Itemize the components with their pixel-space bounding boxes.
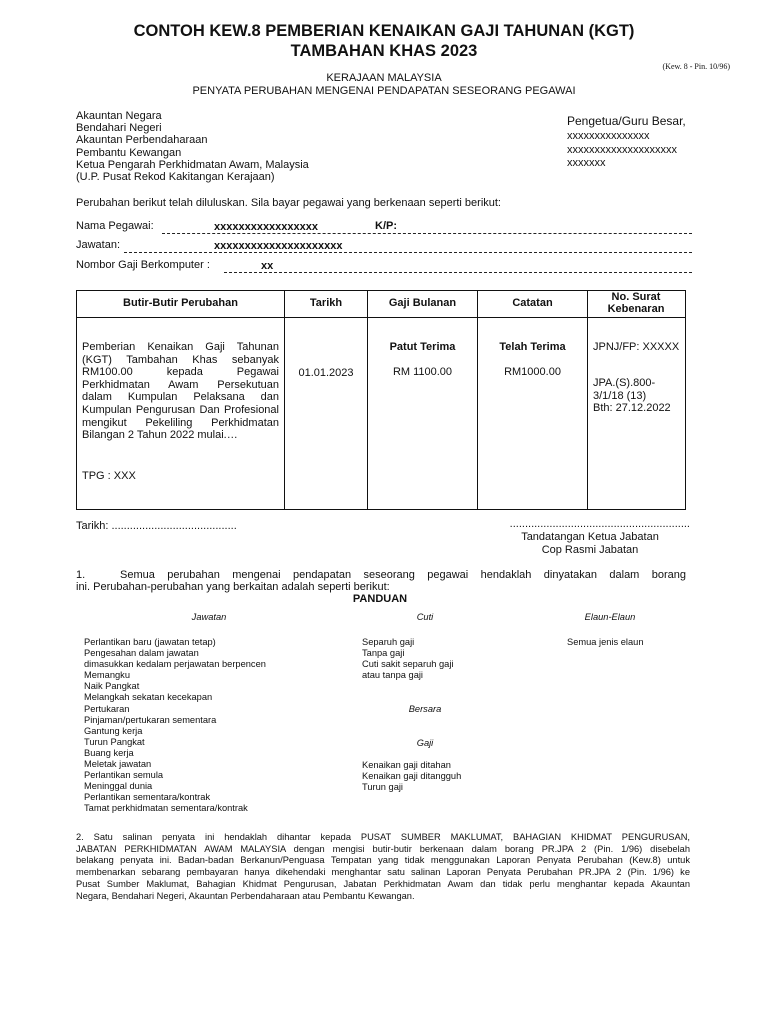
jawatan-underline (124, 252, 692, 253)
jawatan-item: Memangku (84, 670, 130, 681)
tarikh-value: 01.01.2023 (298, 367, 354, 379)
panduan-elaun-item: Semua jenis elaun (567, 637, 644, 647)
sender-address (567, 130, 677, 171)
table-col-divider (367, 290, 368, 509)
header-kebenaran-line: Kebenaran (607, 303, 665, 315)
recipient-list (76, 110, 309, 183)
surat-ref-line: Bth: 27.12.2022 (593, 402, 671, 415)
gaji-value[interactable]: xx (261, 260, 274, 272)
jawatan-item: Pinjaman/pertukaran sementara (84, 714, 217, 725)
note1-line2: ini. Perubahan-perubahan yang berkaitan adalah seperti berikut: (76, 581, 390, 593)
note2-line: belakang penyata ini. Badan-badan Berkanun/Penguasa Tempatan yang tidak menggunakan Laporan Penyata Perubahan (Kew.8) untuk (76, 855, 690, 866)
cuti-item: Cuti sakit separuh gaji (362, 659, 454, 670)
sender-title: Pengetua/Guru Besar, (567, 114, 686, 128)
cuti-item: Tanpa gaji (362, 648, 405, 659)
note2-paragraph (76, 832, 690, 902)
panduan-cuti-list (362, 637, 453, 681)
table-col-divider (587, 290, 588, 509)
note2-line: Negara, Bendahari Negeri, Akauntan Perbendaharaan atau Pembantu Kewangan. (76, 890, 415, 901)
gov-name: KERAJAAN MALAYSIA (326, 72, 442, 84)
nama-value[interactable]: xxxxxxxxxxxxxxxxx (214, 221, 319, 233)
panduan-bersara: Bersara (408, 704, 442, 714)
header-no-surat (588, 291, 684, 315)
surat-ref-line: 3/1/18 (13) (593, 389, 647, 402)
jawatan-item: Naik Pangkat (84, 681, 140, 692)
jawatan-value[interactable]: xxxxxxxxxxxxxxxxxxxxx (214, 240, 343, 252)
header-no-surat-line: No. Surat (611, 291, 661, 303)
table-col-divider (284, 290, 285, 509)
recipient-item: (U.P. Pusat Rekod Kakitangan Kerajaan) (76, 171, 275, 184)
panduan-title: PANDUAN (352, 593, 408, 605)
cuti-item: Separuh gaji (362, 637, 415, 647)
note1-number: 1. (76, 569, 86, 581)
note1-line1: Semua perubahan mengenai pendapatan seseorang pegawai hendaklah dinyatakan dalam borang (120, 569, 686, 581)
sender-line: xxxxxxxxxxxxxxx (567, 130, 650, 142)
patut-terima-value: RM 1100.00 (392, 366, 453, 378)
recipient-item: Akauntan Negara (76, 110, 162, 122)
form-subtitle: PENYATA PERUBAHAN MENGENAI PENDAPATAN SESEORANG PEGAWAI (192, 85, 576, 97)
header-tarikh: Tarikh (309, 297, 343, 309)
jawatan-item: Buang kerja (84, 747, 134, 758)
header-catatan: Catatan (512, 297, 553, 309)
sign-title: Tandatangan Ketua Jabatan (521, 531, 659, 543)
doc-title-line1: CONTOH KEW.8 PEMBERIAN KENAIKAN GAJI TAHUNAN (KGT) (133, 22, 635, 40)
jawatan-item: Pengesahan dalam jawatan (84, 648, 199, 659)
nama-label: Nama Pegawai: (76, 220, 154, 232)
jawatan-item: Pertukaran (84, 703, 130, 714)
surat-ref-1: JPNJ/FP: XXXXX (593, 341, 680, 353)
telah-terima-value: RM1000.00 (504, 366, 561, 378)
jawatan-item: Melangkah sekatan kecekapan (84, 692, 213, 703)
gaji-underline (224, 272, 692, 273)
panduan-col-jawatan: Jawatan (191, 612, 227, 622)
jawatan-item: Perlantikan baru (jawatan tetap) (84, 637, 216, 647)
panduan-gaji-list (362, 760, 461, 793)
gaji-label: Nombor Gaji Berkomputer : (76, 259, 210, 271)
panduan-col-elaun: Elaun-Elaun (584, 612, 636, 622)
jawatan-item: Perlantikan sementara/kontrak (84, 792, 211, 803)
jawatan-item: Tamat perkhidmatan sementara/kontrak (84, 803, 248, 814)
note2-line: Pusat Sumber Maklumat, Bahagian Khidmat Pengurusan, Jabatan Perkhidmatan Awam dan tidak perlu menghantar kepada Akauntan (76, 878, 690, 889)
tarikh-sign: Tarikh: ......................................... (76, 520, 237, 532)
patut-terima-label: Patut Terima (389, 341, 456, 353)
approval-text: Perubahan berikut telah diluluskan. Sila bayar pegawai yang berkenaan seperti berikut: (76, 197, 501, 209)
panduan-col-cuti: Cuti (416, 612, 434, 622)
tpg-text: TPG : XXX (82, 470, 136, 482)
note2-line: membenarkan sebarang pembayaran hanya dikehendaki menghantar satu salinan Laporan Penyata Perubahan PR.JPA 2 (Pin. 1/96) ke (76, 867, 690, 878)
butir-text: Pemberian Kenaikan Gaji Tahunan (KGT) Tambahan Khas sebanyak RM100.00 kepada Pegawai Perkhidmatan Awam Persekutuan dalam Kumpulan Pelaksana dan Kumpulan Pengurusan Dan Profesional mengikut Pekeliling Perkhidmatan Bilangan 2 Tahun 2022 mulai.… (82, 341, 279, 442)
sign-line: ........................................................... (509, 518, 690, 530)
recipient-item: Bendahari Negeri (76, 122, 162, 135)
note2-line: 2. Satu salinan penyata ini hendaklah dihantar kepada PUSAT SUMBER MAKLUMAT, BAHAGIAN KHIDMAT PENGURUSAN, (76, 832, 690, 842)
recipient-item: Ketua Pengarah Perkhidmatan Awam, Malaysia (76, 158, 309, 171)
telah-terima-label: Telah Terima (499, 341, 566, 353)
header-gaji-bulanan: Gaji Bulanan (388, 297, 457, 309)
sender-line: xxxxxxx (567, 157, 606, 169)
surat-ref-line: JPA.(S).800- (593, 377, 656, 389)
table-col-divider (477, 290, 478, 509)
jawatan-item: Meninggal dunia (84, 781, 153, 792)
jawatan-item: Meletak jawatan (84, 759, 152, 770)
cuti-item: atau tanpa gaji (362, 670, 423, 681)
jawatan-item: Gantung kerja (84, 725, 143, 736)
official-stamp: Cop Rasmi Jabatan (541, 544, 639, 556)
jawatan-item: Turun Pangkat (84, 736, 145, 747)
jawatan-item: Perlantikan semula (84, 770, 164, 781)
recipient-item: Akauntan Perbendaharaan (76, 134, 208, 147)
gaji-item: Kenaikan gaji ditahan (362, 760, 451, 770)
recipient-item: Pembantu Kewangan (76, 146, 182, 159)
jawatan-item: dimasukkan kedalam perjawatan berpencen (84, 659, 266, 670)
jawatan-label: Jawatan: (76, 239, 121, 251)
gaji-item: Turun gaji (362, 782, 403, 793)
note2-line: JABATAN PERKHIDMATAN AWAM MALAYSIA dengan mengisi butir-butir berkenaan dalam borang PR.JPA 2 (Pin. 1/96) disebelah (76, 843, 690, 854)
kp-label: K/P: (375, 220, 397, 232)
panduan-gaji: Gaji (416, 738, 434, 748)
form-reference: (Kew. 8 - Pin. 10/96) (662, 62, 730, 71)
gaji-item: Kenaikan gaji ditangguh (362, 771, 462, 782)
panduan-jawatan-list (84, 637, 266, 815)
nama-underline (162, 233, 692, 234)
sender-line: xxxxxxxxxxxxxxxxxxxx (567, 143, 677, 156)
table-header-divider (76, 317, 685, 318)
doc-title-line2: TAMBAHAN KHAS 2023 (290, 42, 478, 60)
surat-ref-2 (593, 377, 671, 415)
header-butir: Butir-Butir Perubahan (123, 297, 238, 309)
